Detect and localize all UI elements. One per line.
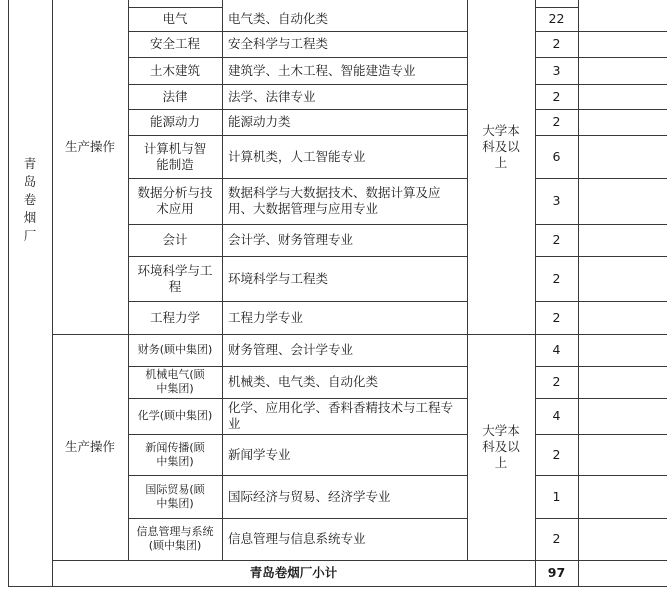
position-cell: 信息管理与系统(顾中集团) (136, 525, 214, 552)
majors-cell: 财务管理、会计学专业 (228, 342, 354, 357)
count-cell: 4 (552, 408, 561, 423)
position-cell: 机械电气(顾中集团) (145, 368, 205, 395)
subtotal-value: 97 (547, 565, 566, 580)
position-cell: 环境科学与工程 (137, 262, 213, 294)
count-cell: 2 (552, 88, 561, 104)
majors-cell: 数据科学与大数据技术、数据计算及应用、大数据管理与应用专业 (228, 185, 441, 216)
count-cell: 2 (552, 270, 561, 286)
subtotal-label: 青岛卷烟厂小计 (249, 565, 338, 580)
position-cell: 工程力学 (149, 309, 200, 325)
majors-cell: 工程力学专业 (228, 309, 304, 325)
position-cell: 计算机与智能制造 (143, 140, 207, 172)
position-cell: 电气 (162, 11, 188, 26)
count-cell: 2 (552, 36, 561, 51)
education-cell: 大学本科及以上 (482, 123, 520, 170)
count-cell: 2 (552, 374, 561, 389)
count-cell: 22 (548, 11, 565, 26)
grid-line (8, 0, 9, 586)
count-cell: 2 (552, 232, 561, 247)
count-cell: 1 (552, 488, 561, 504)
majors-cell: 信息管理与信息系统专业 (228, 531, 366, 546)
count-cell: 2 (552, 446, 561, 462)
grid-line (8, 586, 667, 587)
count-cell: 2 (552, 114, 561, 129)
position-cell: 能源动力 (149, 114, 200, 129)
majors-cell: 电气类、自动化类 (228, 11, 329, 26)
position-cell: 新闻传播(顾中集团) (145, 440, 205, 468)
majors-cell: 计算机类，人工智能专业 (228, 148, 366, 164)
position-cell: 土木建筑 (149, 62, 200, 78)
majors-cell: 会计学、财务管理专业 (228, 232, 354, 247)
majors-cell: 法学、法律专业 (228, 88, 316, 104)
position-cell: 会计 (162, 232, 188, 247)
count-cell: 2 (552, 309, 561, 325)
position-cell: 化学(顾中集团) (137, 409, 213, 422)
majors-cell: 建筑学、土木工程、智能建造专业 (228, 62, 416, 78)
majors-cell: 化学、应用化学、香料香精技术与工程专业 (228, 400, 454, 431)
grid-line (467, 0, 468, 560)
majors-cell: 机械类、电气类、自动化类 (228, 374, 379, 389)
position-cell: 数据分析与技术应用 (137, 185, 213, 216)
category-cell: 生产操作 (64, 139, 115, 154)
category-cell: 生产操作 (64, 439, 115, 454)
count-cell: 4 (552, 342, 561, 357)
position-cell: 法律 (162, 88, 188, 104)
count-cell: 3 (552, 193, 561, 208)
majors-cell: 安全科学与工程类 (228, 36, 329, 51)
grid-line (578, 0, 579, 586)
education-cell: 大学本科及以上 (482, 423, 520, 470)
position-cell: 国际贸易(顾中集团) (145, 482, 205, 510)
position-cell: 安全工程 (149, 36, 200, 51)
position-cell: 财务(顾中集团) (137, 343, 213, 356)
count-cell: 6 (552, 148, 561, 164)
company-label: 青 岛 卷 烟 厂 (23, 156, 37, 243)
count-cell: 3 (552, 62, 561, 78)
majors-cell: 能源动力类 (228, 114, 291, 129)
majors-cell: 国际经济与贸易、经济学专业 (228, 488, 391, 504)
count-cell: 2 (552, 531, 561, 546)
majors-cell: 新闻学专业 (228, 446, 291, 462)
majors-cell: 环境科学与工程类 (228, 270, 329, 286)
